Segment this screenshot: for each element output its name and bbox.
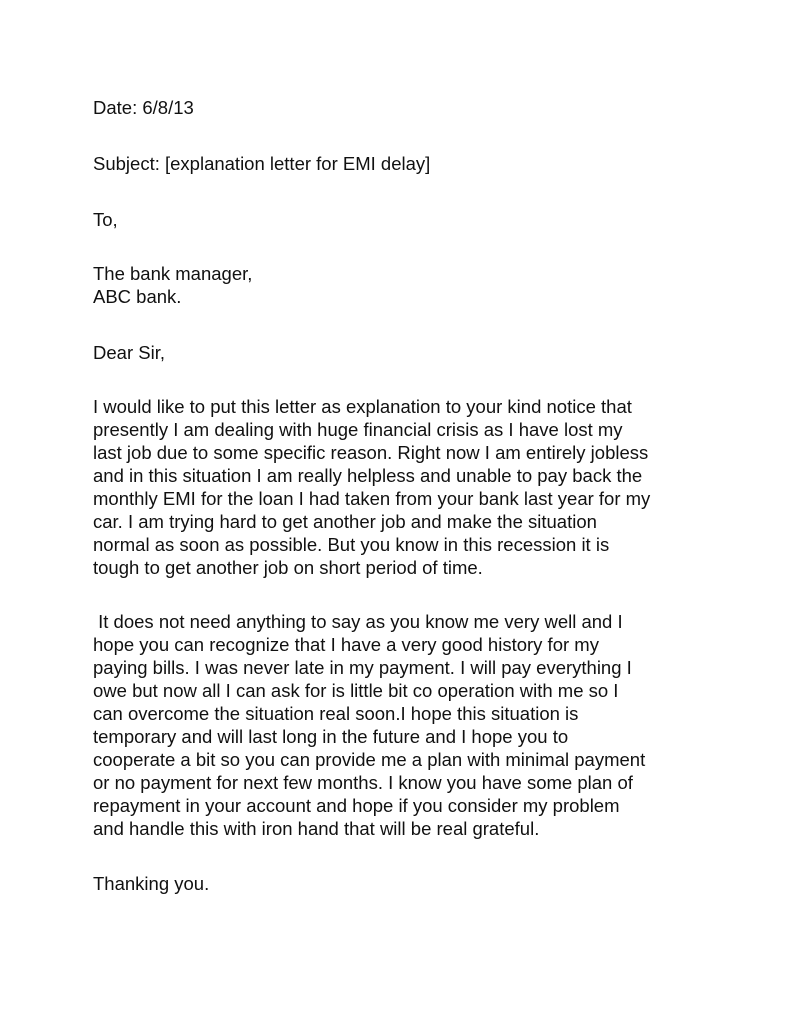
- salutation: Dear Sir,: [93, 342, 165, 363]
- paragraph-line: temporary and will last long in the future and I hope you to: [93, 726, 569, 747]
- paragraph-line: can overcome the situation real soon.I hope this situation is: [93, 703, 579, 724]
- subject-line: Subject: [explanation letter for EMI delay]: [93, 153, 431, 174]
- paragraph-line: paying bills. I was never late in my payment. I will pay everything I: [93, 657, 632, 678]
- closing-line: Thanking you.: [93, 873, 210, 894]
- paragraph-line: repayment in your account and hope if you consider my problem: [93, 795, 620, 816]
- paragraph-line: It does not need anything to say as you know me very well and I: [93, 611, 623, 632]
- paragraph-line: and handle this with iron hand that will be real grateful.: [93, 818, 540, 839]
- paragraph-line: I would like to put this letter as explanation to your kind notice that: [93, 396, 632, 417]
- to-line: To,: [93, 209, 118, 230]
- paragraph-line: tough to get another job on short period of time.: [93, 557, 483, 578]
- paragraph-line: normal as soon as possible. But you know in this recession it is: [93, 534, 610, 555]
- paragraph-line: owe but now all I can ask for is little bit co operation with me so I: [93, 680, 619, 701]
- recipient-line: The bank manager,: [93, 263, 253, 284]
- paragraph-line: last job due to some specific reason. Right now I am entirely jobless: [93, 442, 649, 463]
- paragraph-line: presently I am dealing with huge financial crisis as I have lost my: [93, 419, 623, 440]
- paragraph-line: car. I am trying hard to get another job and make the situation: [93, 511, 597, 532]
- recipient-line: ABC bank.: [93, 286, 182, 307]
- date-line: Date: 6/8/13: [93, 97, 194, 118]
- paragraph-line: and in this situation I am really helpless and unable to pay back the: [93, 465, 643, 486]
- paragraph-line: or no payment for next few months. I know you have some plan of: [93, 772, 633, 793]
- paragraph-line: monthly EMI for the loan I had taken from your bank last year for my: [93, 488, 651, 509]
- paragraph-line: cooperate a bit so you can provide me a plan with minimal payment: [93, 749, 646, 770]
- paragraph-line: hope you can recognize that I have a very good history for my: [93, 634, 599, 655]
